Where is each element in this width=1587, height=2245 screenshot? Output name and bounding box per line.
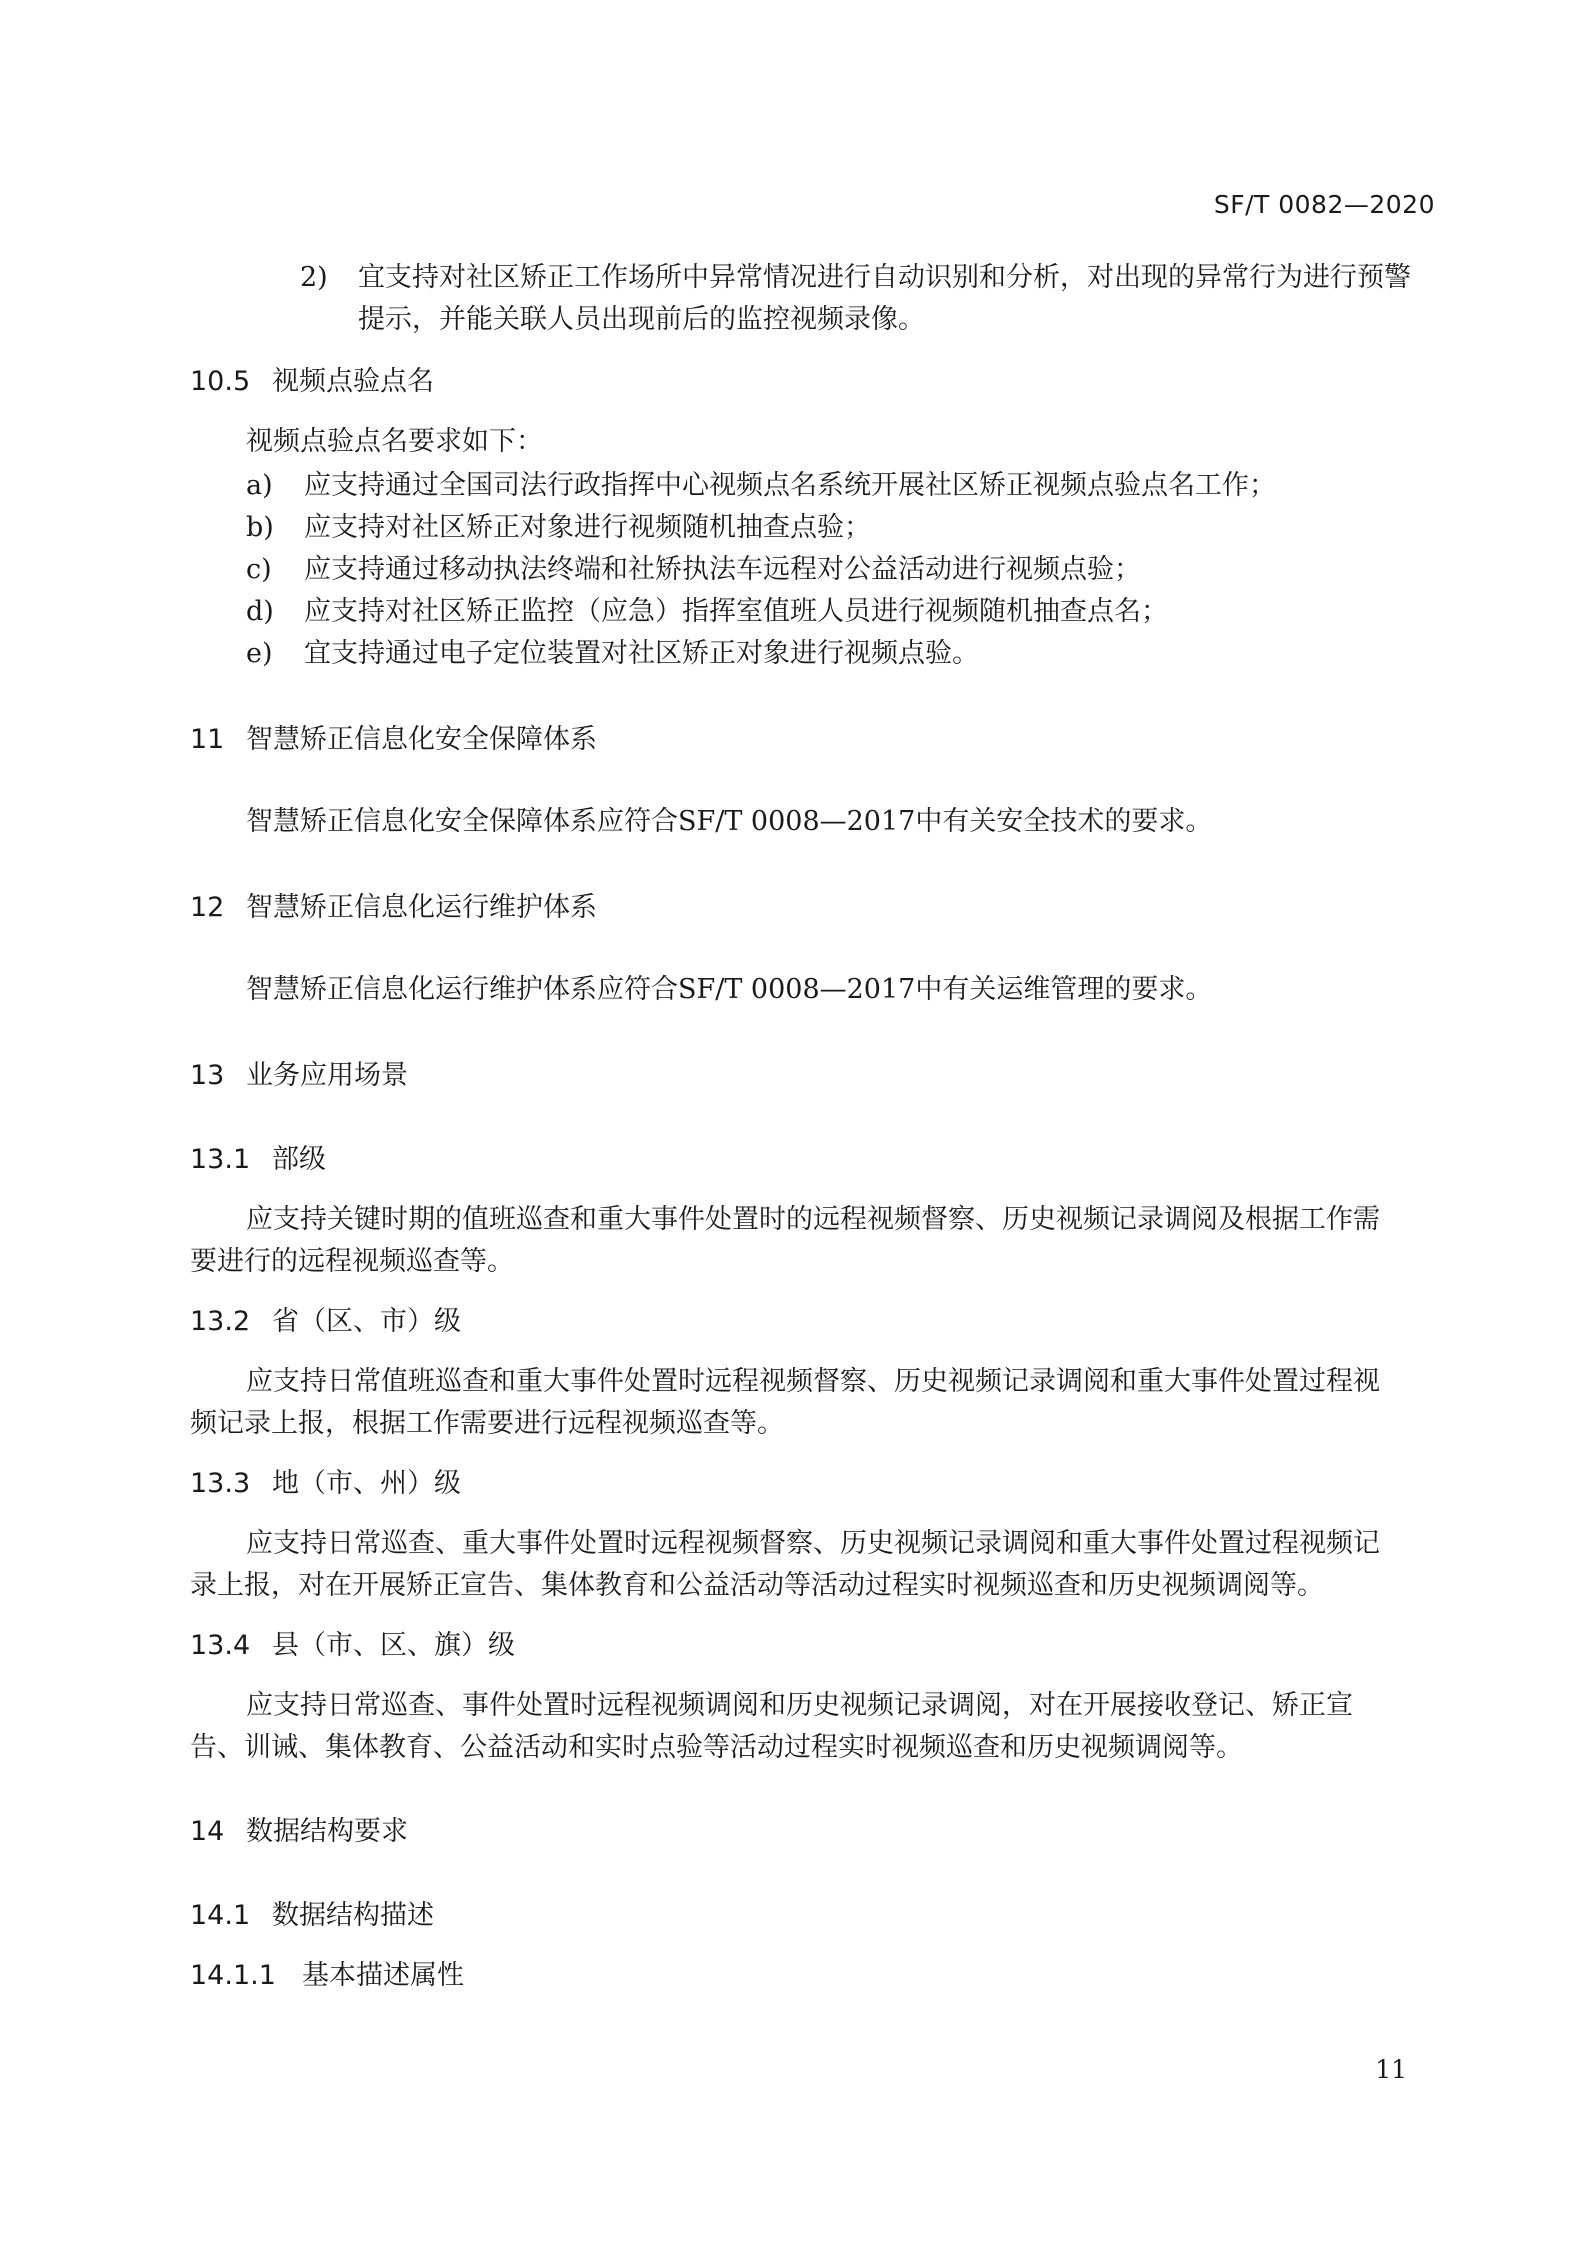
section-heading-11 (190, 724, 597, 756)
list-item-number: 2) (300, 262, 328, 293)
section-number: 14.1.1 (190, 1960, 276, 1991)
section-heading-14-1 (190, 1900, 434, 1932)
section-number: 13.3 (190, 1468, 251, 1499)
section-heading-10-5 (190, 366, 434, 398)
list-item-continuation: 提示，并能关联人员出现前后的监控视频录像。 (358, 304, 925, 335)
section-title: 数据结构要求 (246, 1816, 408, 1847)
list-item-label: c) (246, 554, 272, 585)
section-number: 13 (190, 1060, 225, 1091)
paragraph-line: 应支持关键时期的值班巡查和重大事件处置时的远程视频督察、历史视频记录调阅及根据工作需 (246, 1204, 1380, 1235)
paragraph-line: 应支持日常值班巡查和重大事件处置时远程视频督察、历史视频记录调阅和重大事件处置过程视 (246, 1366, 1380, 1397)
list-item-text: 应支持通过全国司法行政指挥中心视频点名系统开展社区矫正视频点验点名工作； (304, 470, 1276, 501)
list-item-label: a) (246, 470, 273, 501)
section-heading-13-2 (190, 1306, 461, 1338)
section-title: 智慧矫正信息化运行维护体系 (246, 892, 597, 923)
section-number: 13.2 (190, 1306, 251, 1337)
list-item (246, 554, 1141, 586)
list-item-label: b) (246, 512, 274, 543)
list-item-text: 应支持对社区矫正监控（应急）指挥室值班人员进行视频随机抽查点名； (304, 596, 1168, 627)
page-number: 11 (1375, 2055, 1407, 2084)
section-intro: 视频点验点名要求如下： (246, 426, 543, 457)
list-item-2 (300, 262, 1411, 294)
list-item-text: 应支持通过移动执法终端和社矫执法车远程对公益活动进行视频点验； (304, 554, 1141, 585)
section-heading-13-4 (190, 1630, 515, 1662)
list-item-label: d) (246, 596, 274, 627)
section-title: 智慧矫正信息化安全保障体系 (246, 724, 597, 755)
section-title: 县（市、区、旗）级 (272, 1630, 515, 1661)
section-title: 基本描述属性 (302, 1960, 464, 1991)
paragraph-line: 应支持日常巡查、重大事件处置时远程视频督察、历史视频记录调阅和重大事件处置过程视频记 (246, 1528, 1380, 1559)
section-title: 省（区、市）级 (272, 1306, 461, 1337)
section-number: 11 (190, 724, 225, 755)
list-item (246, 512, 871, 544)
section-number: 14 (190, 1816, 225, 1847)
list-item-label: e) (246, 638, 273, 669)
paragraph-line: 录上报，对在开展矫正宣告、集体教育和公益活动等活动过程实时视频巡查和历史视频调阅等。 (190, 1570, 1324, 1601)
section-number: 10.5 (190, 366, 251, 397)
section-title: 视频点验点名 (272, 366, 434, 397)
paragraph-line: 频记录上报，根据工作需要进行远程视频巡查等。 (190, 1408, 784, 1439)
list-item (246, 596, 1168, 628)
section-number: 13.4 (190, 1630, 251, 1661)
list-item-text: 应支持对社区矫正对象进行视频随机抽查点验； (304, 512, 871, 543)
list-item-text: 宜支持通过电子定位装置对社区矫正对象进行视频点验。 (304, 638, 979, 669)
list-item (246, 638, 979, 670)
section-heading-12 (190, 892, 597, 924)
section-title: 地（市、州）级 (272, 1468, 461, 1499)
section-title: 业务应用场景 (246, 1060, 408, 1091)
section-number: 12 (190, 892, 225, 923)
paragraph-line: 告、训诫、集体教育、公益活动和实时点验等活动过程实时视频巡查和历史视频调阅等。 (190, 1732, 1243, 1763)
section-heading-13 (190, 1060, 408, 1092)
paragraph-line: 应支持日常巡查、事件处置时远程视频调阅和历史视频记录调阅，对在开展接收登记、矫正宣 (246, 1690, 1353, 1721)
list-item-text: 宜支持对社区矫正工作场所中异常情况进行自动识别和分析，对出现的异常行为进行预警 (358, 262, 1411, 293)
section-title: 数据结构描述 (272, 1900, 434, 1931)
section-heading-13-1 (190, 1144, 326, 1176)
section-number: 14.1 (190, 1900, 251, 1931)
section-number: 13.1 (190, 1144, 251, 1175)
paragraph-line: 要进行的远程视频巡查等。 (190, 1246, 514, 1277)
section-heading-13-3 (190, 1468, 461, 1500)
section-heading-14 (190, 1816, 408, 1848)
section-heading-14-1-1 (190, 1960, 464, 1992)
paragraph: 智慧矫正信息化安全保障体系应符合SF/T 0008—2017中有关安全技术的要求。 (246, 806, 1213, 837)
document-id: SF/T 0082—2020 (1213, 190, 1435, 219)
section-title: 部级 (272, 1144, 326, 1175)
list-item (246, 470, 1276, 502)
paragraph: 智慧矫正信息化运行维护体系应符合SF/T 0008—2017中有关运维管理的要求。 (246, 974, 1213, 1005)
